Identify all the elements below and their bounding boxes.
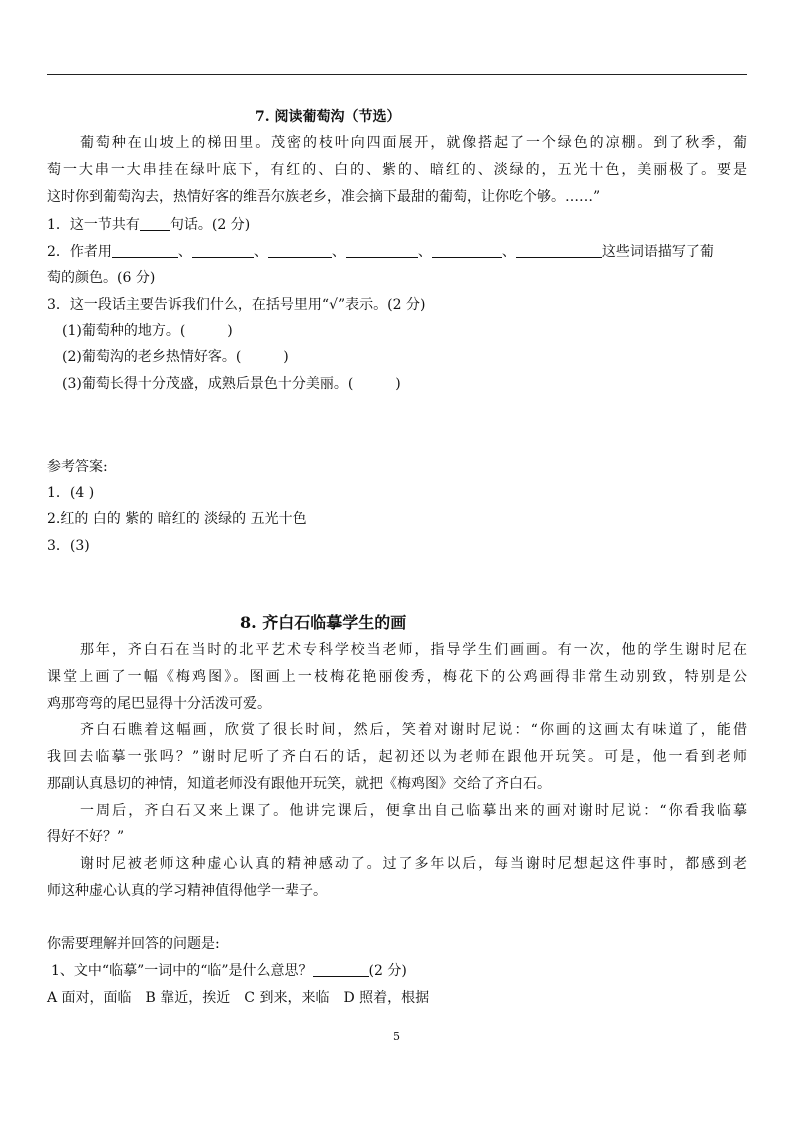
s8-question-prompt: 你需要理解并回答的问题是: (47, 936, 220, 952)
s7-q2-blank-5[interactable] (432, 243, 502, 258)
section-7-title: 7. 阅读葡萄沟（节选） (255, 109, 401, 125)
s8-q1-text: 1、文中“临摹”一词中的“临”是什么意思？ (51, 963, 313, 979)
s7-q2-sep: 、 (331, 244, 346, 260)
s8-line-10: 师这种虚心认真的学习精神值得他学一辈子。 (47, 883, 327, 899)
s7-q2-suffix: 这些词语描写了葡 (601, 244, 714, 260)
s7-question-1 (47, 215, 747, 235)
s7-q2-prefix: 2．作者用 (47, 244, 112, 260)
s7-paragraph-line-3: 这时你到葡萄沟去，热情好客的维吾尔族老乡，准会摘下最甜的葡萄，让你吃个够。……” (47, 189, 601, 205)
s7-q2-blank-3[interactable] (268, 243, 332, 258)
s8-q1-answer-blank[interactable] (313, 962, 369, 977)
s8-line-8: 得好不好？” (47, 829, 125, 845)
s7-q2-sep: 、 (253, 244, 268, 260)
s8-q1-choices: A 面对，面临 B 靠近，挨近 C 到来，来临 D 照着，根据 (47, 990, 430, 1006)
s7-question-2-continued: 萄的颜色。(6 分) (47, 270, 156, 286)
header-rule (47, 74, 747, 75)
s7-paragraph-line-2: 萄一大串一大串挂在绿叶底下，有红的、白的、紫的、暗红的、淡绿的，五光十色，美丽极了。要是 (47, 162, 747, 178)
s7-q2-sep: 、 (177, 244, 192, 260)
s8-line-3: 鸡那弯弯的尾巴显得十分活泼可爱。 (47, 696, 271, 712)
s8-question-1 (51, 961, 751, 981)
s7-question-2 (47, 242, 747, 262)
s8-q1-points: (2 分) (368, 963, 407, 979)
s8-line-6: 那副认真恳切的神情，知道老师没有跟他开玩笑，就把《梅鸡图》交给了齐白石。 (47, 776, 551, 792)
s7-q2-blank-6[interactable] (516, 243, 602, 258)
answer-3: 3．(3) (47, 538, 90, 554)
s7-q1-suffix: 句话。(2 分) (169, 217, 251, 233)
s8-line-4: 齐白石瞧着这幅画，欣赏了很长时间，然后，笑着对谢时尼说：“你画的这画太有味道了，能借 (80, 722, 747, 738)
answer-2: 2.红的 白的 紫的 暗红的 淡绿的 五光十色 (47, 511, 307, 527)
s7-paragraph-line-1: 葡萄种在山坡上的梯田里。茂密的枝叶向四面展开，就像搭起了一个绿色的凉棚。到了秋季，葡 (80, 135, 747, 151)
s7-q1-prefix: 1．这一节共有 (47, 217, 140, 233)
s7-option-1: (1)葡萄种的地方。( ) (62, 323, 233, 339)
s8-line-7: 一周后，齐白石又来上课了。他讲完课后，便拿出自己临摹出来的画对谢时尼说：“你看我临摹 (80, 803, 747, 819)
section-8-title: 8. 齐白石临摹学生的画 (240, 613, 407, 632)
s8-line-1: 那年，齐白石在当时的北平艺术专科学校当老师，指导学生们画画。有一次，他的学生谢时尼在 (80, 642, 747, 658)
s7-option-3: (3)葡萄长得十分茂盛，成熟后景色十分美丽。( ) (62, 376, 401, 392)
page-number: 5 (393, 1030, 400, 1043)
s7-question-3: 3．这一段话主要告诉我们什么，在括号里用“√”表示。(2 分) (47, 297, 426, 313)
s7-option-2: (2)葡萄沟的老乡热情好客。( ) (62, 349, 289, 365)
s7-q2-blank-2[interactable] (192, 243, 254, 258)
answers-heading: 参考答案: (47, 459, 108, 475)
s7-q2-sep: 、 (417, 244, 432, 260)
s7-q2-blank-4[interactable] (346, 243, 418, 258)
s8-line-5: 我回去临摹一张吗？”谢时尼听了齐白石的话，起初还以为老师在跟他开玩笑。可是，他一看到老师 (47, 749, 747, 765)
s7-q2-blank-1[interactable] (112, 243, 178, 258)
s7-q2-sep: 、 (501, 244, 516, 260)
s8-line-2: 课堂上画了一幅《梅鸡图》。图画上一枝梅花艳丽俊秀，梅花下的公鸡画得非常生动别致，特别是公 (47, 669, 747, 685)
s7-q1-answer-blank[interactable] (140, 216, 170, 231)
answer-1: 1．(4 ) (47, 485, 95, 501)
s8-line-9: 谢时尼被老师这种虚心认真的精神感动了。过了多年以后，每当谢时尼想起这件事时，都感到老 (80, 856, 747, 872)
